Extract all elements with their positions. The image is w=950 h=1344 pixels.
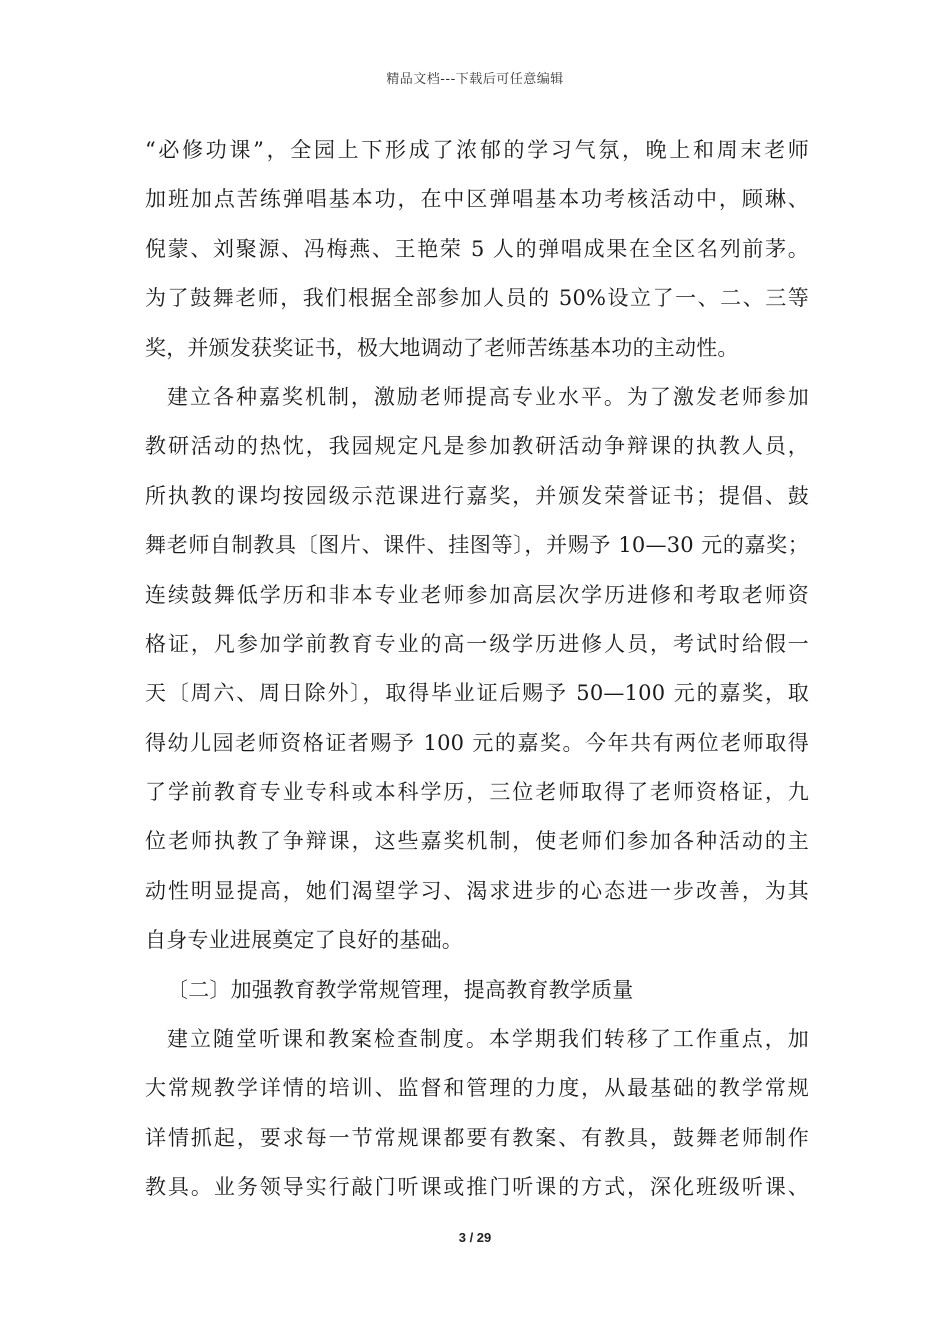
text-line: 教具。业务领导实行敲门听课或推门听课的方式，深化班级听课、 [145,1175,809,1200]
text-line: 倪蒙、刘聚源、冯梅燕、王艳荣 5 人的弹唱成果在全区名列前茅。 [145,236,809,261]
page-header: 精品文档---下载后可任意编辑 [386,72,564,87]
text-line: 所执教的课均按园级示范课进行嘉奖，并颁发荣誉证书；提倡、鼓 [145,483,809,508]
text-line: 得幼儿园老师资格证者赐予 100 元的嘉奖。今年共有两位老师取得 [145,730,809,755]
paragraph-start-line: 建立随堂听课和教案检查制度。本学期我们转移了工作重点，加 [167,1027,809,1052]
text-line: 为了鼓舞老师，我们根据全部参加人员的 50%设立了一、二、三等 [145,286,809,311]
text-line: 自身专业进展奠定了良好的基础。 [145,928,463,953]
text-line: 教研活动的热忱，我园规定凡是参加教研活动争辩课的执教人员， [145,434,809,459]
text-line: 位老师执教了争辩课，这些嘉奖机制，使老师们参加各种活动的主 [145,829,809,854]
text-line: 连续鼓舞低学历和非本专业老师参加高层次学历进修和考取老师资 [145,582,809,607]
text-line: 详情抓起，要求每一节常规课都要有教案、有教具，鼓舞老师制作 [145,1125,809,1150]
text-line: 加班加点苦练弹唱基本功，在中区弹唱基本功考核活动中，顾琳、 [145,187,809,212]
document-body [145,126,809,1213]
text-line: 大常规教学详情的培训、监督和管理的力度，从最基础的教学常规 [145,1076,809,1101]
text-line: 了学前教育专业专科或本科学历，三位老师取得了老师资格证，九 [145,780,809,805]
text-line: 天〔周六、周日除外〕，取得毕业证后赐予 50—100 元的嘉奖，取 [145,681,809,706]
text-line: “必修功课”，全园上下形成了浓郁的学习气氛，晚上和周末老师 [145,138,809,162]
section-heading: 〔二〕加强教育教学常规管理，提高教育教学质量 [167,977,634,1002]
text-line: 舞老师自制教具〔图片、课件、挂图等〕，并赐予 10—30 元的嘉奖； [145,533,809,558]
text-line: 奖，并颁发获奖证书，极大地调动了老师苦练基本功的主动性。 [145,335,739,360]
paragraph-start-line: 建立各种嘉奖机制，激励老师提高专业水平。为了激发老师参加 [167,384,809,409]
text-line: 格证，凡参加学前教育专业的高一级学历进修人员，考试时给假一 [145,631,809,656]
page-number: 3 / 29 [458,1230,492,1245]
text-line: 动性明显提高，她们渴望学习、渴求进步的心态进一步改善，为其 [145,878,809,903]
